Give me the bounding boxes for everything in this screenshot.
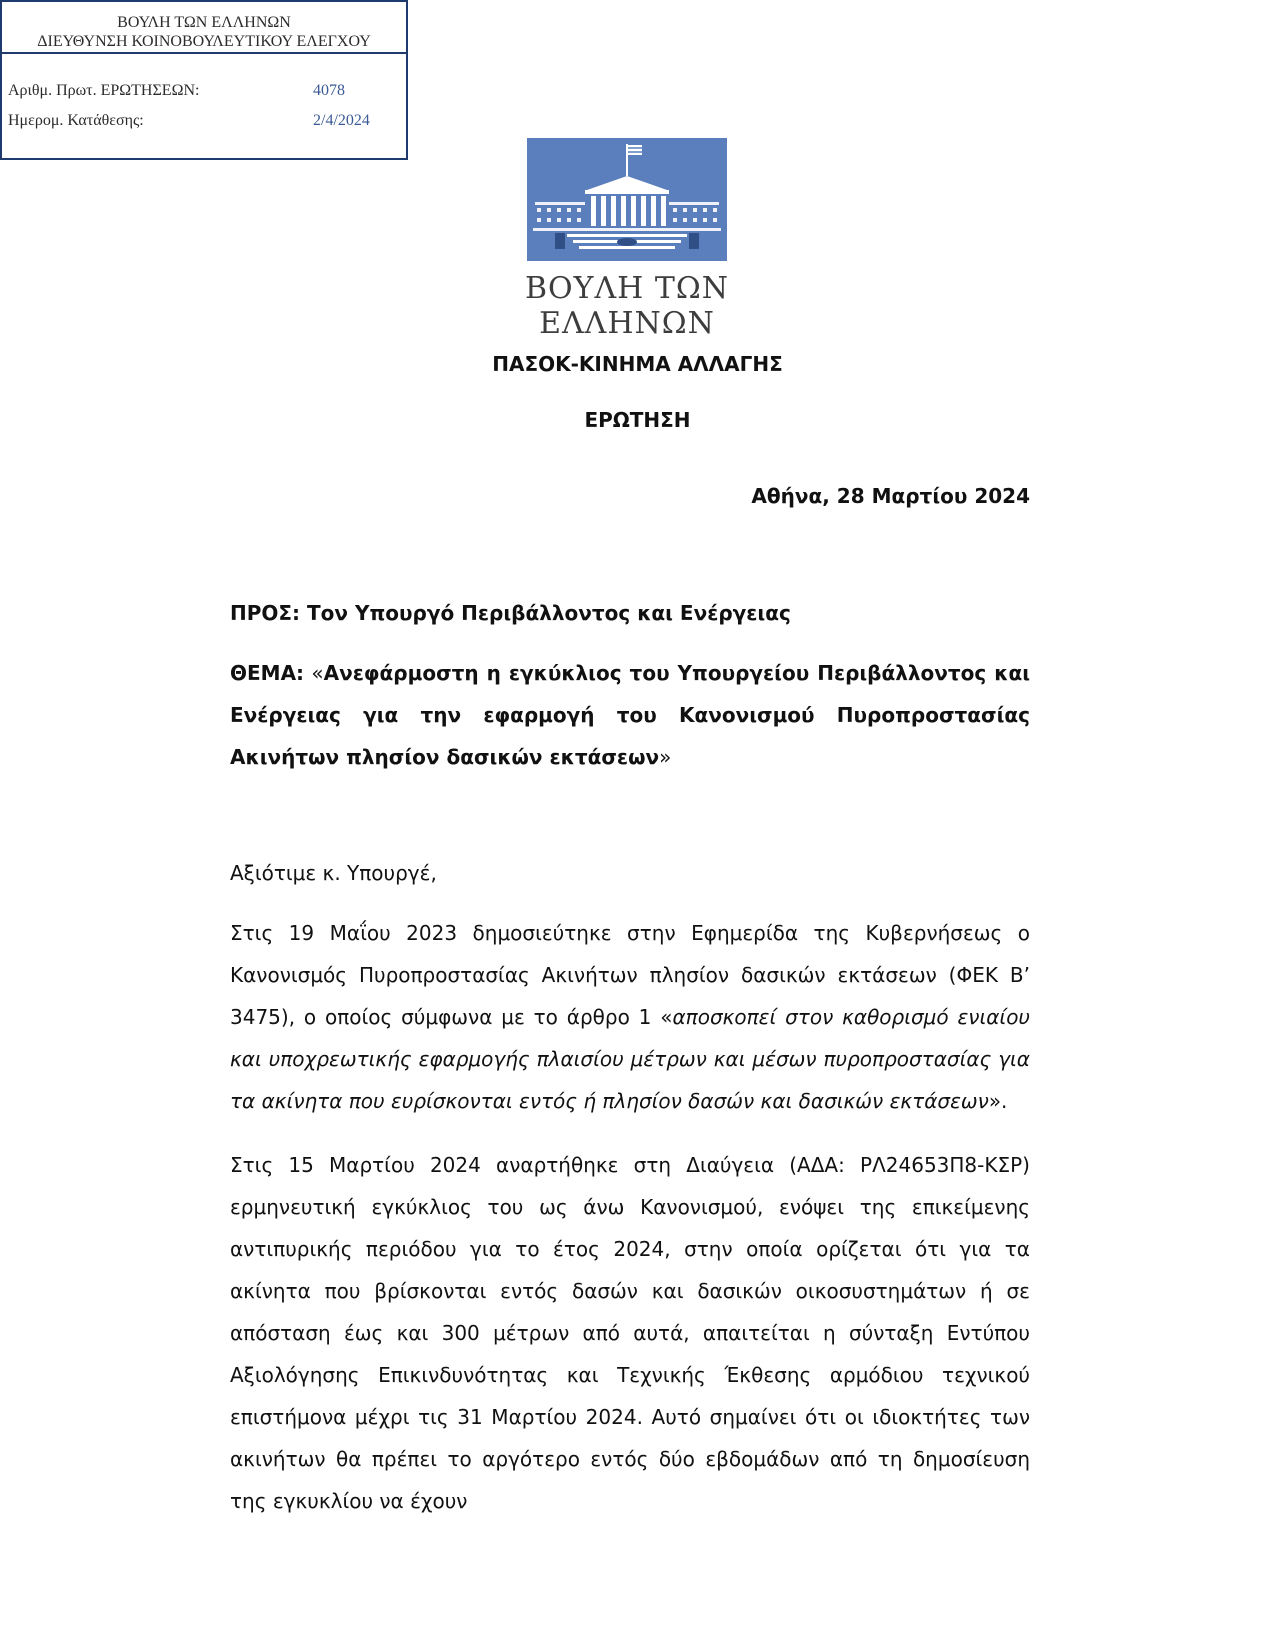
protocol-row	[8, 82, 345, 100]
paragraph-1-quote: αποσκοπεί στον καθορισμό ενιαίου και υποχρεωτικής εφαρμογής πλαισίου μέτρων και μέσων πυροπροστασίας για τα ακίνητα που ευρίσκονται εντός ή πλησίον δασών και δασικών εκτάσεων	[230, 1005, 1031, 1113]
place-date: Αθήνα, 28 Μαρτίου 2024	[751, 484, 1030, 508]
subject-block	[230, 652, 1030, 778]
stamp-org-line1: ΒΟΥΛΗ ΤΩΝ ΕΛΛΗΝΩΝ	[117, 14, 291, 31]
recipient-line: ΠΡΟΣ: Τον Υπουργό Περιβάλλοντος και Ενέργειας	[230, 601, 791, 625]
stamp-org-line2: ΔΙΕΥΘΥΝΣΗ ΚΟΙΝΟΒΟΥΛΕΥΤΙΚΟΥ ΕΛΕΓΧΟΥ	[37, 33, 371, 50]
subject-open-quote: «	[304, 661, 324, 685]
filing-date-label: Ημερομ. Κατάθεσης:	[8, 112, 144, 129]
paragraph-2: Στις 15 Μαρτίου 2024 αναρτήθηκε στη Διαύγεια (ΑΔΑ: ΡΛ24653Π8-ΚΣΡ) ερμηνευτική εγκύκλιος του ως άνω Κανονισμού, ενόψει της επικείμενης αντιπυρικής περιόδου για το έτος 2024, στην οποία ορίζεται ότι για τα ακίνητα που βρίσκονται εντός δασών και δασικών οικοσυστημάτων ή σε απόσταση έως και 300 μέτρων από αυτά, απαιτείται η σύνταξη Εντύπου Αξιολόγησης Επικινδυνότητας και Τεχνικής Έκθεσης αρμόδιου τεχνικού επιστήμονα μέχρι τις 31 Μαρτίου 2024. Αυτό σημαίνει ότι οι ιδιοκτήτες των ακινήτων θα πρέπει το αργότερο εντός δύο εβδομάδων από τη δημοσίευση της εγκυκλίου να έχουν	[230, 1153, 1030, 1513]
paragraph-1-end: ».	[988, 1089, 1008, 1113]
stamp-header	[2, 2, 406, 54]
protocol-value: 4078	[313, 82, 345, 99]
subject-text: Ανεφάρμοστη η εγκύκλιος του Υπουργείου Περιβάλλοντος και Ενέργειας για την εφαρμογή του Κανονισμού Πυροπροστασίας Ακινήτων πλησίον δασικών εκτάσεων	[230, 661, 1031, 769]
filing-date-row	[8, 112, 370, 130]
protocol-label: Αριθμ. Πρωτ. ΕΡΩΤΗΣΕΩΝ:	[8, 82, 200, 99]
document-type: ΕΡΩΤΗΣΗ	[584, 408, 691, 432]
paragraph-1-text: Στις 19 Μαΐου 2023 δημοσιεύτηκε στην Εφημερίδα της Κυβερνήσεως ο Κανονισμός Πυροπροστασίας Ακινήτων πλησίον δασικών εκτάσεων (ΦΕΚ Β’ 3475), ο οποίος σύμφωνα με το άρθρο 1 «	[230, 921, 1030, 1029]
paragraph-1	[230, 912, 1030, 1122]
emblem-icon	[617, 238, 637, 246]
subject-label: ΘΕΜΑ:	[230, 661, 305, 685]
filing-date-value: 2/4/2024	[313, 112, 370, 129]
subject-close-quote: »	[659, 745, 672, 769]
flag-icon	[628, 145, 642, 155]
greeting: Αξιότιμε κ. Υπουργέ,	[230, 861, 437, 885]
filing-stamp	[0, 0, 408, 160]
party-heading: ΠΑΣΟΚ-ΚΙΝΗΜΑ ΑΛΛΑΓΗΣ	[492, 352, 783, 376]
logo-wordmark: ΒΟΥΛΗ ΤΩΝ ΕΛΛΗΝΩΝ	[525, 271, 729, 341]
